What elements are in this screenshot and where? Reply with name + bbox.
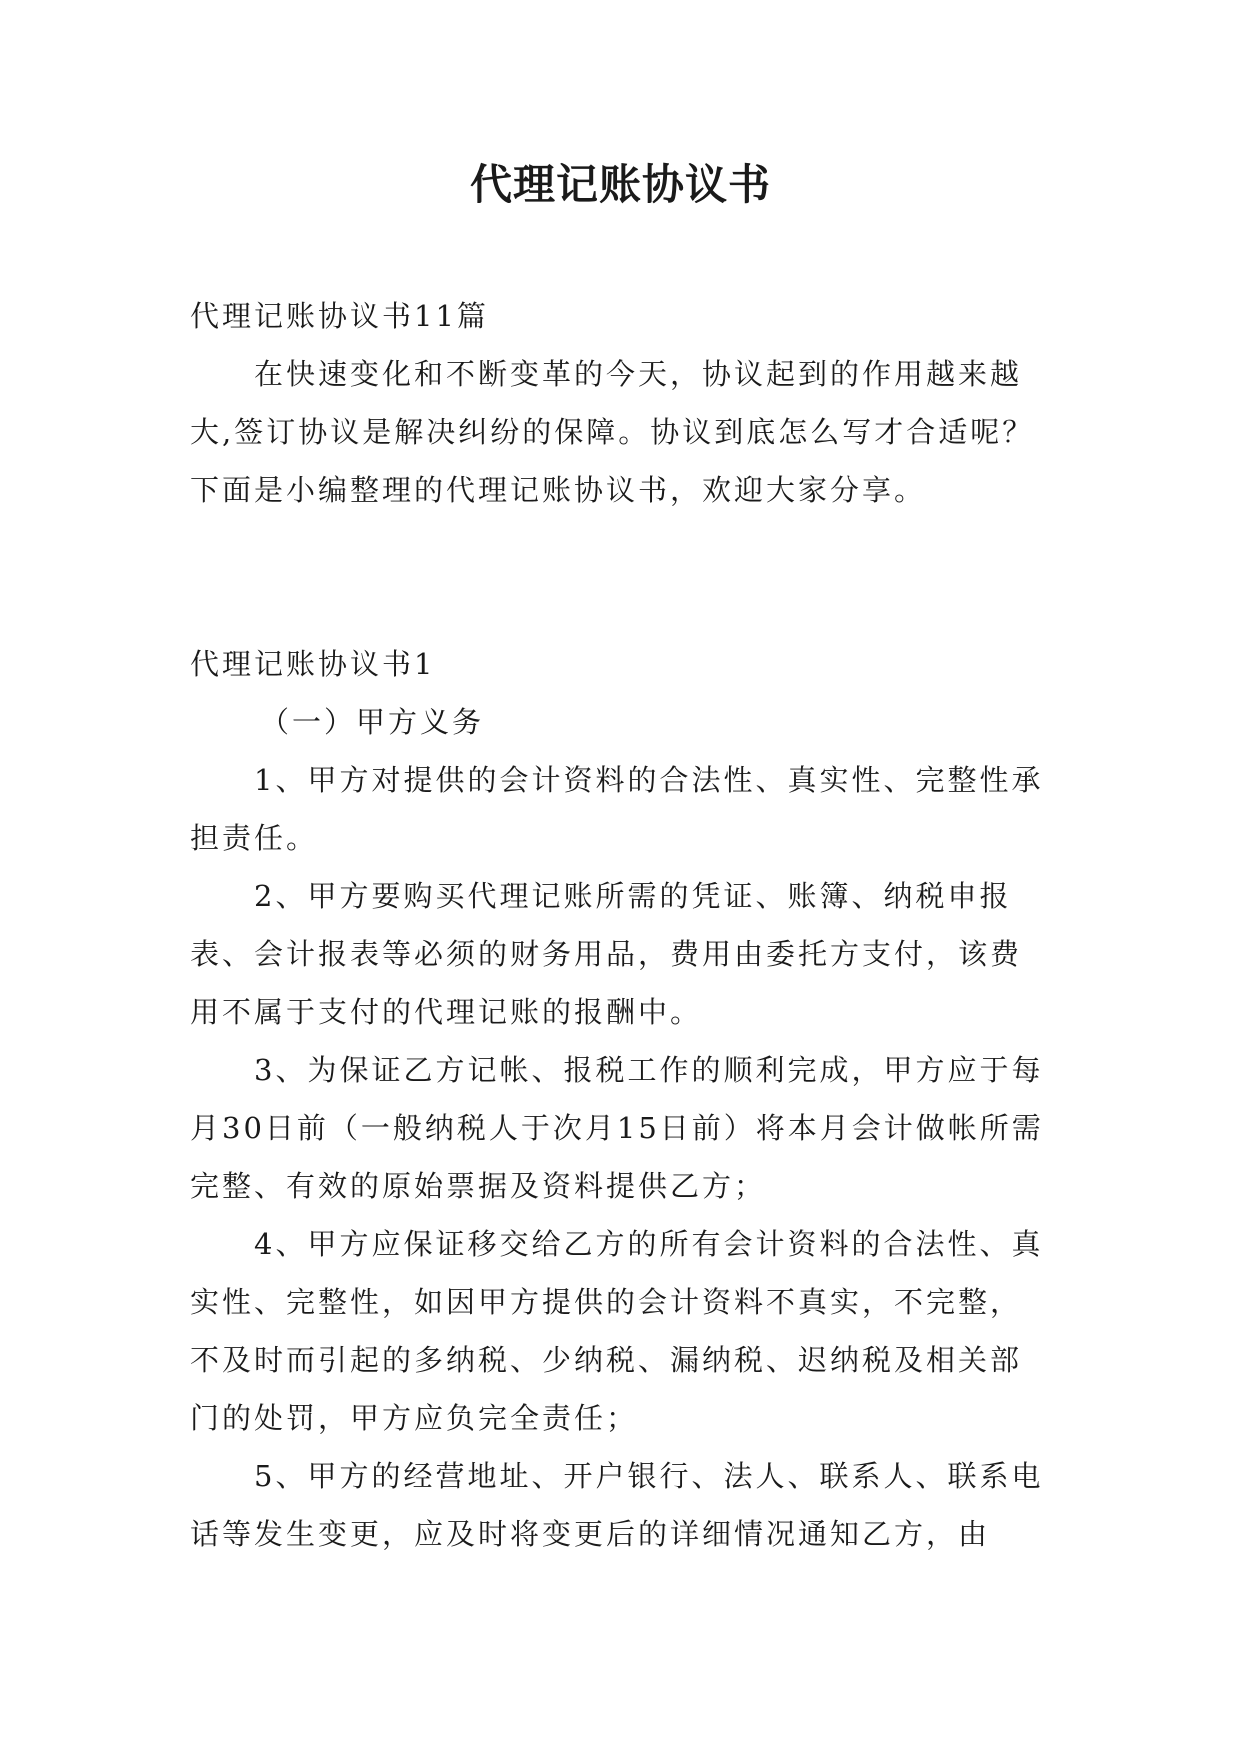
intro-paragraph: 在快速变化和不断变革的今天，协议起到的作用越来越大,签订协议是解决纠纷的保障。协议到底怎么写才合适呢？下面是小编整理的代理记账协议书，欢迎大家分享。 (190, 357, 1035, 507)
subsection-heading: （一）甲方义务 (260, 705, 485, 739)
document-body (190, 287, 1050, 1563)
list-item: 1、甲方对提供的会计资料的合法性、真实性、完整性承担责任。 (190, 763, 1044, 855)
section-spacer (190, 519, 1050, 635)
document-subtitle: 代理记账协议书11篇 (190, 299, 489, 333)
list-item: 2、甲方要购买代理记账所需的凭证、账簿、纳税申报表、会计报表等必须的财务用品，费用由委托方支付，该费用不属于支付的代理记账的报酬中。 (190, 879, 1023, 1029)
section-heading: 代理记账协议书1 (190, 647, 436, 681)
list-item: 5、甲方的经营地址、开户银行、法人、联系人、联系电话等发生变更，应及时将变更后的详细情况通知乙方，由 (190, 1459, 1044, 1551)
list-item: 3、为保证乙方记帐、报税工作的顺利完成，甲方应于每月30日前（一般纳税人于次月15日前）将本月会计做帐所需完整、有效的原始票据及资料提供乙方； (190, 1053, 1044, 1203)
document-title: 代理记账协议书 (469, 160, 771, 209)
list-item: 4、甲方应保证移交给乙方的所有会计资料的合法性、真实性、完整性，如因甲方提供的会计资料不真实，不完整，不及时而引起的多纳税、少纳税、漏纳税、迟纳税及相关部门的处罚，甲方应负完全责任； (190, 1227, 1044, 1435)
